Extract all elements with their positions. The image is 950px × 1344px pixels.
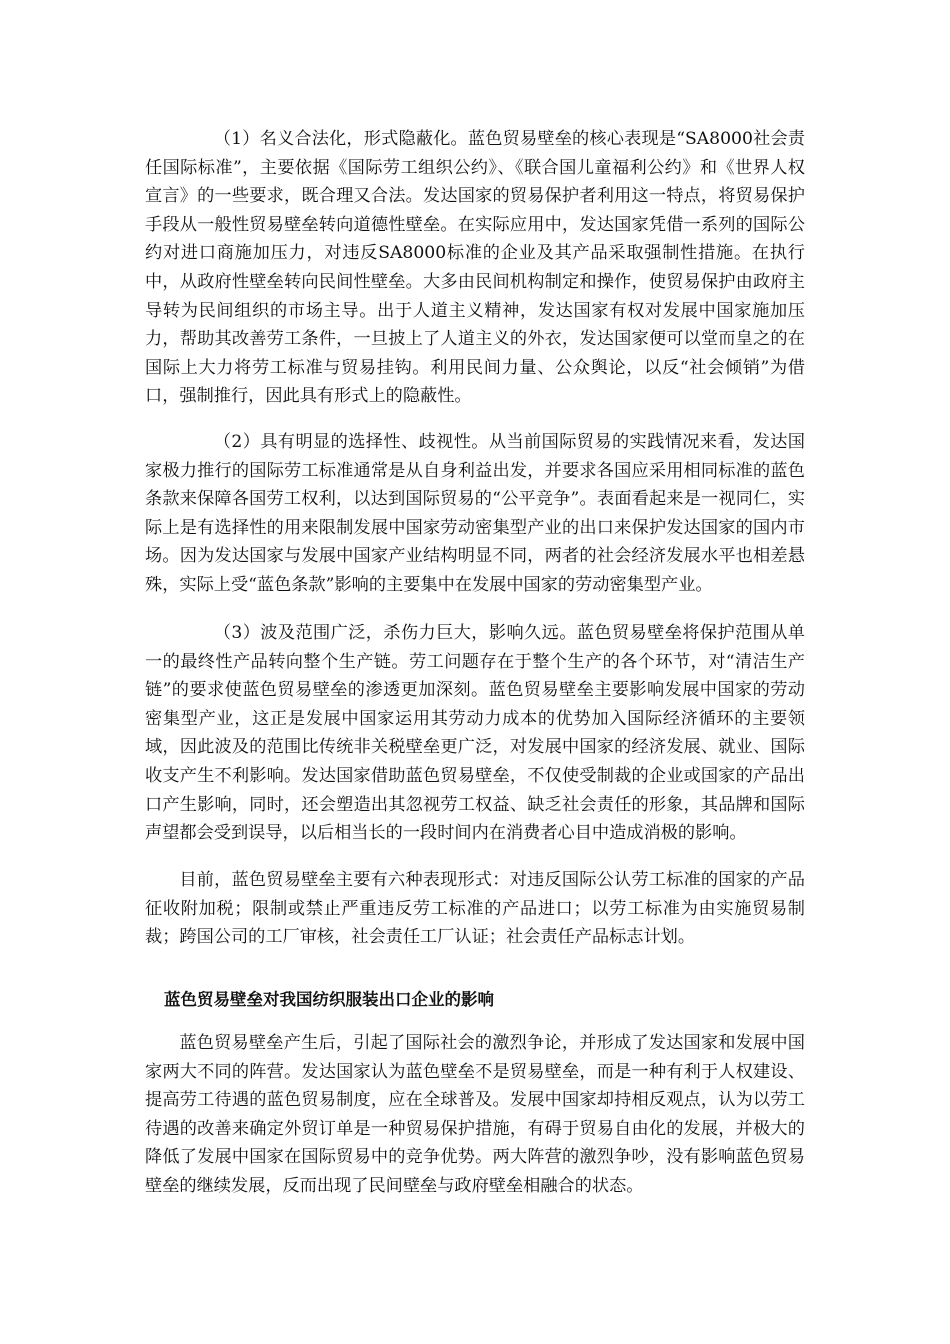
paragraph-six-forms: 目前，蓝色贸易壁垒主要有六种表现形式：对违反国际公认劳工标准的国家的产品征收附加税；限制或禁止严重违反劳工标准的产品进口；以劳工标准为由实施贸易制裁；跨国公司的工厂审核，社会责任工厂认证；社会责任产品标志计划。 <box>145 870 805 948</box>
paragraph-point-2: （2）具有明显的选择性、歧视性。从当前国际贸易的实践情况来看，发达国家极力推行的国际劳工标准通常是从自身利益出发，并要求各国应采用相同标准的蓝色条款来保障各国劳工权利，以达到国际贸易的“公平竞争”。表面看起来是一视同仁，实际上是有选择性的用来限制发展中国家劳动密集型产业的出口来保护发达国家的国内市场。因为发达国家与发展中国家产业结构明显不同，两者的社会经济发展水平也相差悬殊，实际上受“蓝色条款”影响的主要集中在发展中国家的劳动密集型产业。 <box>145 432 805 595</box>
section-heading: 蓝色贸易壁垒对我国纺织服装出口企业的影响 <box>164 990 494 1009</box>
paragraph-point-1: （1）名义合法化，形式隐蔽化。蓝色贸易壁垒的核心表现是“SA8000社会责任国际标准”，主要依据《国际劳工组织公约》、《联合国儿童福利公约》和《世界人权宣言》的一些要求，既合理又合法。发达国家的贸易保护者利用这一特点，将贸易保护手段从一般性贸易壁垒转向道德性壁垒。在实际应用中，发达国家凭借一系列的国际公约对进口商施加压力，对违反SA8000标准的企业及其产品采取强制性措施。在执行中，从政府性壁垒转向民间性壁垒。大多由民间机构制定和操作，使贸易保护由政府主导转为民间组织的市场主导。出于人道主义精神，发达国家有权对发展中国家施加压力，帮助其改善劳工条件，一旦披上了人道主义的外衣，发达国家便可以堂而皇之的在国际上大力将劳工标准与贸易挂钩。利用民间力量、公众舆论，以反“社会倾销”为借口，强制推行，因此具有形式上的隐蔽性。 <box>145 129 805 407</box>
paragraph-impact: 蓝色贸易壁垒产生后，引起了国际社会的激烈争论，并形成了发达国家和发展中国家两大不同的阵营。发达国家认为蓝色壁垒不是贸易壁垒，而是一种有利于人权建设、提高劳工待遇的蓝色贸易制度，应在全球普及。发展中国家却持相反观点，认为以劳工待遇的改善来确定外贸订单是一种贸易保护措施，有碍于贸易自由化的发展，并极大的降低了发展中国家在国际贸易中的竞争优势。两大阵营的激烈争吵，没有影响蓝色贸易壁垒的继续发展，反而出现了民间壁垒与政府壁垒相融合的状态。 <box>145 1033 805 1196</box>
paragraph-point-3: （3）波及范围广泛，杀伤力巨大，影响久远。蓝色贸易壁垒将保护范围从单一的最终性产品转向整个生产链。劳工问题存在于整个生产的各个环节，对“清洁生产链”的要求使蓝色贸易壁垒的渗透更加深刻。蓝色贸易壁垒主要影响发展中国家的劳动密集型产业，这正是发展中国家运用其劳动力成本的优势加入国际经济循环的主要领域，因此波及的范围比传统非关税壁垒更广泛，对发展中国家的经济发展、就业、国际收支产生不利影响。发达国家借助蓝色贸易壁垒，不仅使受制裁的企业或国家的产品出口产生影响，同时，还会塑造出其忽视劳工权益、缺乏社会责任的形象，其品牌和国际声望都会受到误导，以后相当长的一段时间内在消费者心目中造成消极的影响。 <box>145 623 805 844</box>
